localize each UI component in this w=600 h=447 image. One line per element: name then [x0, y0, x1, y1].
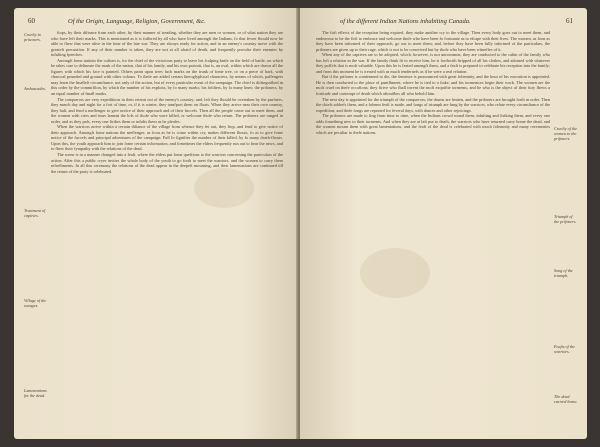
left-side-note: Treatment of captives. [24, 208, 46, 218]
right-side-note: Triumph of the prifoners. [554, 214, 577, 224]
left-page [14, 8, 298, 439]
left-side-note: Cruelty to prisoners. [24, 32, 41, 42]
right-side-note: Feafts of the warriors. [554, 344, 575, 354]
left-body-text [51, 30, 283, 174]
paragraph: The firft effects of the reception being expired, they make another cry to the village. Then every body goes out to meet them, and endeavour to be the firft to embrace and welcome thofe who have been fo fortunate as to efcape with their lives. The women, as foon as they have been informed of their approach, go out to meet them; and, before they have been fully informed of the particulars, the prifoners are given up to their rage, which is not to be conceived but by thofe who have been witneffes of it. [316, 30, 550, 52]
left-page-number: 60 [28, 17, 35, 25]
left-side-note: Ambuscades. [24, 86, 46, 91]
left-running-head: Of the Origin, Language, Religion, Government, &c. [68, 18, 206, 25]
paragraph: But if the prifoner is condemned to die, the fentence is pronounced with great folemnity, and the hour of his execution is appointed. He is then conducted to the place of punifhment, where he is tied to a ftake, and his tormentors begin their work. The women are the moft cruel on thefe occafions; they ftrive who fhall invent the moft exquifite torments, and he who is the object of their fury fhews a fortitude and contempt of death which aftonifhes all who behold him. [316, 74, 550, 97]
left-side-note: Village of the savages. [24, 298, 47, 308]
paragraph: The conquerors are very expeditious in their retreat out of the enemy's country; and, left they fhould be overtaken by the purfuers, they march day and night for a fort of time, or, if it is winter, they tranfport them on floats. When they arrive near their own country, they halt, and fend a meffenger to give notice of their approach and of their fuccefs. Then all the people come out to meet them, and the women with cries and tears lament the lofs of thofe who were killed, or welcome thofe who return. The prifoners are ranged in order, and as they pafs, every one ftrikes them or infults them as he pleafes. [51, 96, 283, 124]
paragraph: The scene is in a manner changed into a feaft, where the elders put fome queftions to the warriors concerning the particulars of the action. After this a public cryer invites the whole body of the youth to go forth to meet the warriors, and the women to carry them refrefhments. In all this ceremony the relations of the dead appear in the deepeft mourning, and their lamentations are continued till the return of the party is celebrated. [51, 152, 283, 174]
right-side-note: Song of the triumph. [554, 268, 573, 278]
right-running-head: of the different Indian Nations inhabiting Canada. [340, 18, 471, 25]
right-body-text [316, 30, 550, 135]
paragraph: The prifoners are made to fing from time to time, when the Indians crowd round them, infulting and ftriking them, and every one adds fomething new to their torments. And when they are at laft put to death, the warriors who have returned carry home the dead, and the women mourn them with great lamentations, and the feaft of the dead is celebrated with much folemnity and many ceremonies which are peculiar to thefe nations. [316, 113, 550, 135]
right-page-number: 61 [566, 17, 573, 25]
right-page [300, 8, 587, 439]
paragraph: When the warriors arrive within a certain diftance of the village from whence they fet out, they ftop, and fend to give notice of their approach. Amongft fome nations the meffenger, as foon as he is come within cry, makes different fhouts, fo as to give fome notice of the fuccefs and principal adventures of the campaign. Full fo fignifies the number of their killed, by fo many death-fhouts. Upon this, the youth approach him to join fome certain information, and fometimes the elders frequently run out to hear the news, and to fhew their fympathy with the relations of the dead. [51, 124, 283, 152]
paragraph: The next day is appointed for the triumph of the conquerors; the drums are beaten, and the prifoners are brought forth in order. Then the chiefs addrefs them, and a folemn feaft is made, and fongs of triumph are fung by the warriors, who relate every circumftance of the expedition; and thefe fongs are repeated for feveral days, with dances and other rejoicings. [316, 96, 550, 113]
paragraph: Amongft fome nations the cuftom is, for the chief of the victorious party to leave his fcalping knife on the field of battle, on which he takes care to delineate the mark of the nation, that of his family, and his own portrait, that is, an oval, within which are drawn all the figures with which his face is painted. Others paint upon trees fuch marks on the trunk of fome tree, or on a piece of bark, with charcoal pounded and ground with other colours. To thefe are added certain hieroglyphical characters, by means of which, paffengers may learn the fmalleft circumftance, not only of the action, but of every particular event of the campaign. The chief is diftinguifhed in this order by the commiffion, by which the number of his exploits, by fo many marks; his foldiers, by fo many lines; the prifoners, by an equal number of fmall marks. [51, 57, 283, 97]
paragraph: When any of the captives are to be adopted, which, however, is not uncommon, they are conducted to the cabin of the family who has loft a relation in the war. If the family think fit to receive him, he is forthwith ftripped of all his clothes, and adorned with whatever they poffefs that is moft valuable. Upon this he is feated amongft them, and a feaft is prepared to celebrate his reception into the family; and from this moment he is treated with as much tendernefs as if he were a real relation. [316, 52, 550, 74]
left-side-note: Lamentations for the dead. [24, 388, 47, 398]
right-side-note: The dead carried home. [554, 394, 578, 404]
right-side-note: Cruelty of the women to the prifoners. [554, 126, 578, 141]
open-book [14, 8, 587, 439]
paragraph: ftops, by their diftance from each other, by their manner of treading, whether they are men or women, or of what nation they are who have left their marks. This is mentioned as it is fuffered by all who have lived amongft the Indians, fo that fewer fhould now be able to fhew that were alive in the time of the late war. They are always ready for action, and in an enemy's country move with the greateft precaution. If any of their number is taken, they are not at all afraid of death, and frequently provoke their enemies by infulting fpeeches. [51, 30, 283, 58]
